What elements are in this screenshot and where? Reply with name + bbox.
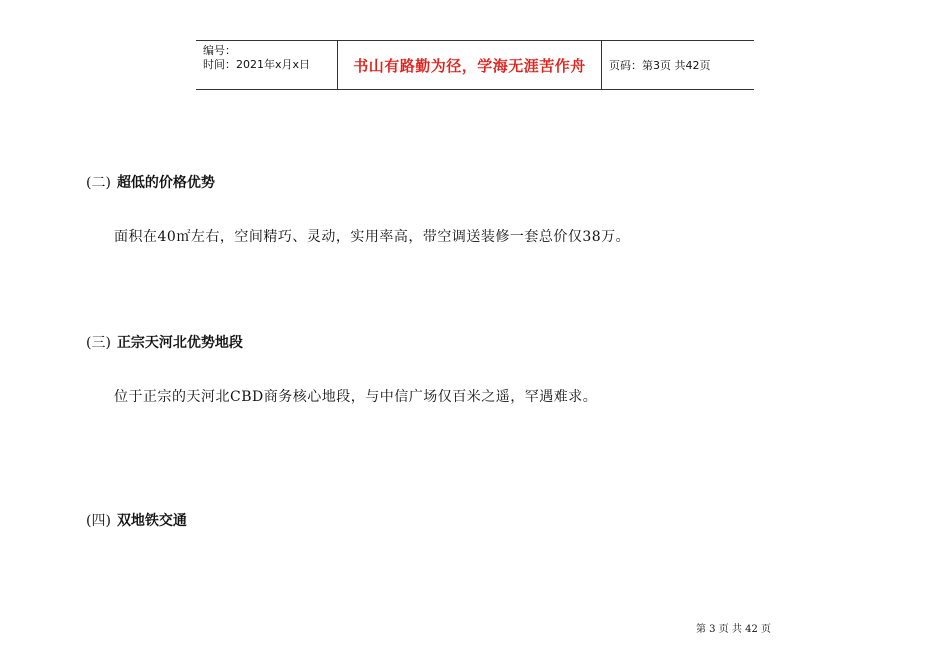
page-footer: 第 3 页 共 42 页 (696, 624, 771, 635)
section-heading-4 (86, 510, 187, 530)
header-date-label: 时间：2021年x月x日 (203, 58, 311, 71)
section-body-3: 位于正宗的天河北CBD商务核心地段，与中信广场仅百米之遥，罕遇难求。 (114, 389, 598, 405)
header-meta-cell (196, 41, 338, 89)
header-motto: 书山有路勤为径，学海无涯苦作舟 (338, 41, 602, 89)
header-page-info: 页码：第3页 共42页 (609, 59, 711, 72)
section-title: 超低的价格优势 (116, 175, 215, 191)
section-number: (二) (86, 175, 111, 191)
section-title: 正宗天河北优势地段 (116, 335, 243, 351)
section-number: (四) (86, 513, 111, 529)
section-number: (三) (86, 335, 111, 351)
section-heading-2 (86, 172, 215, 192)
section-heading-3 (86, 332, 243, 352)
section-title: 双地铁交通 (116, 513, 187, 529)
header-number-label: 编号： (203, 44, 236, 57)
page-header (196, 40, 754, 90)
section-body-2: 面积在40㎡左右，空间精巧、灵动，实用率高，带空调送装修一套总价仅38万。 (114, 229, 631, 245)
